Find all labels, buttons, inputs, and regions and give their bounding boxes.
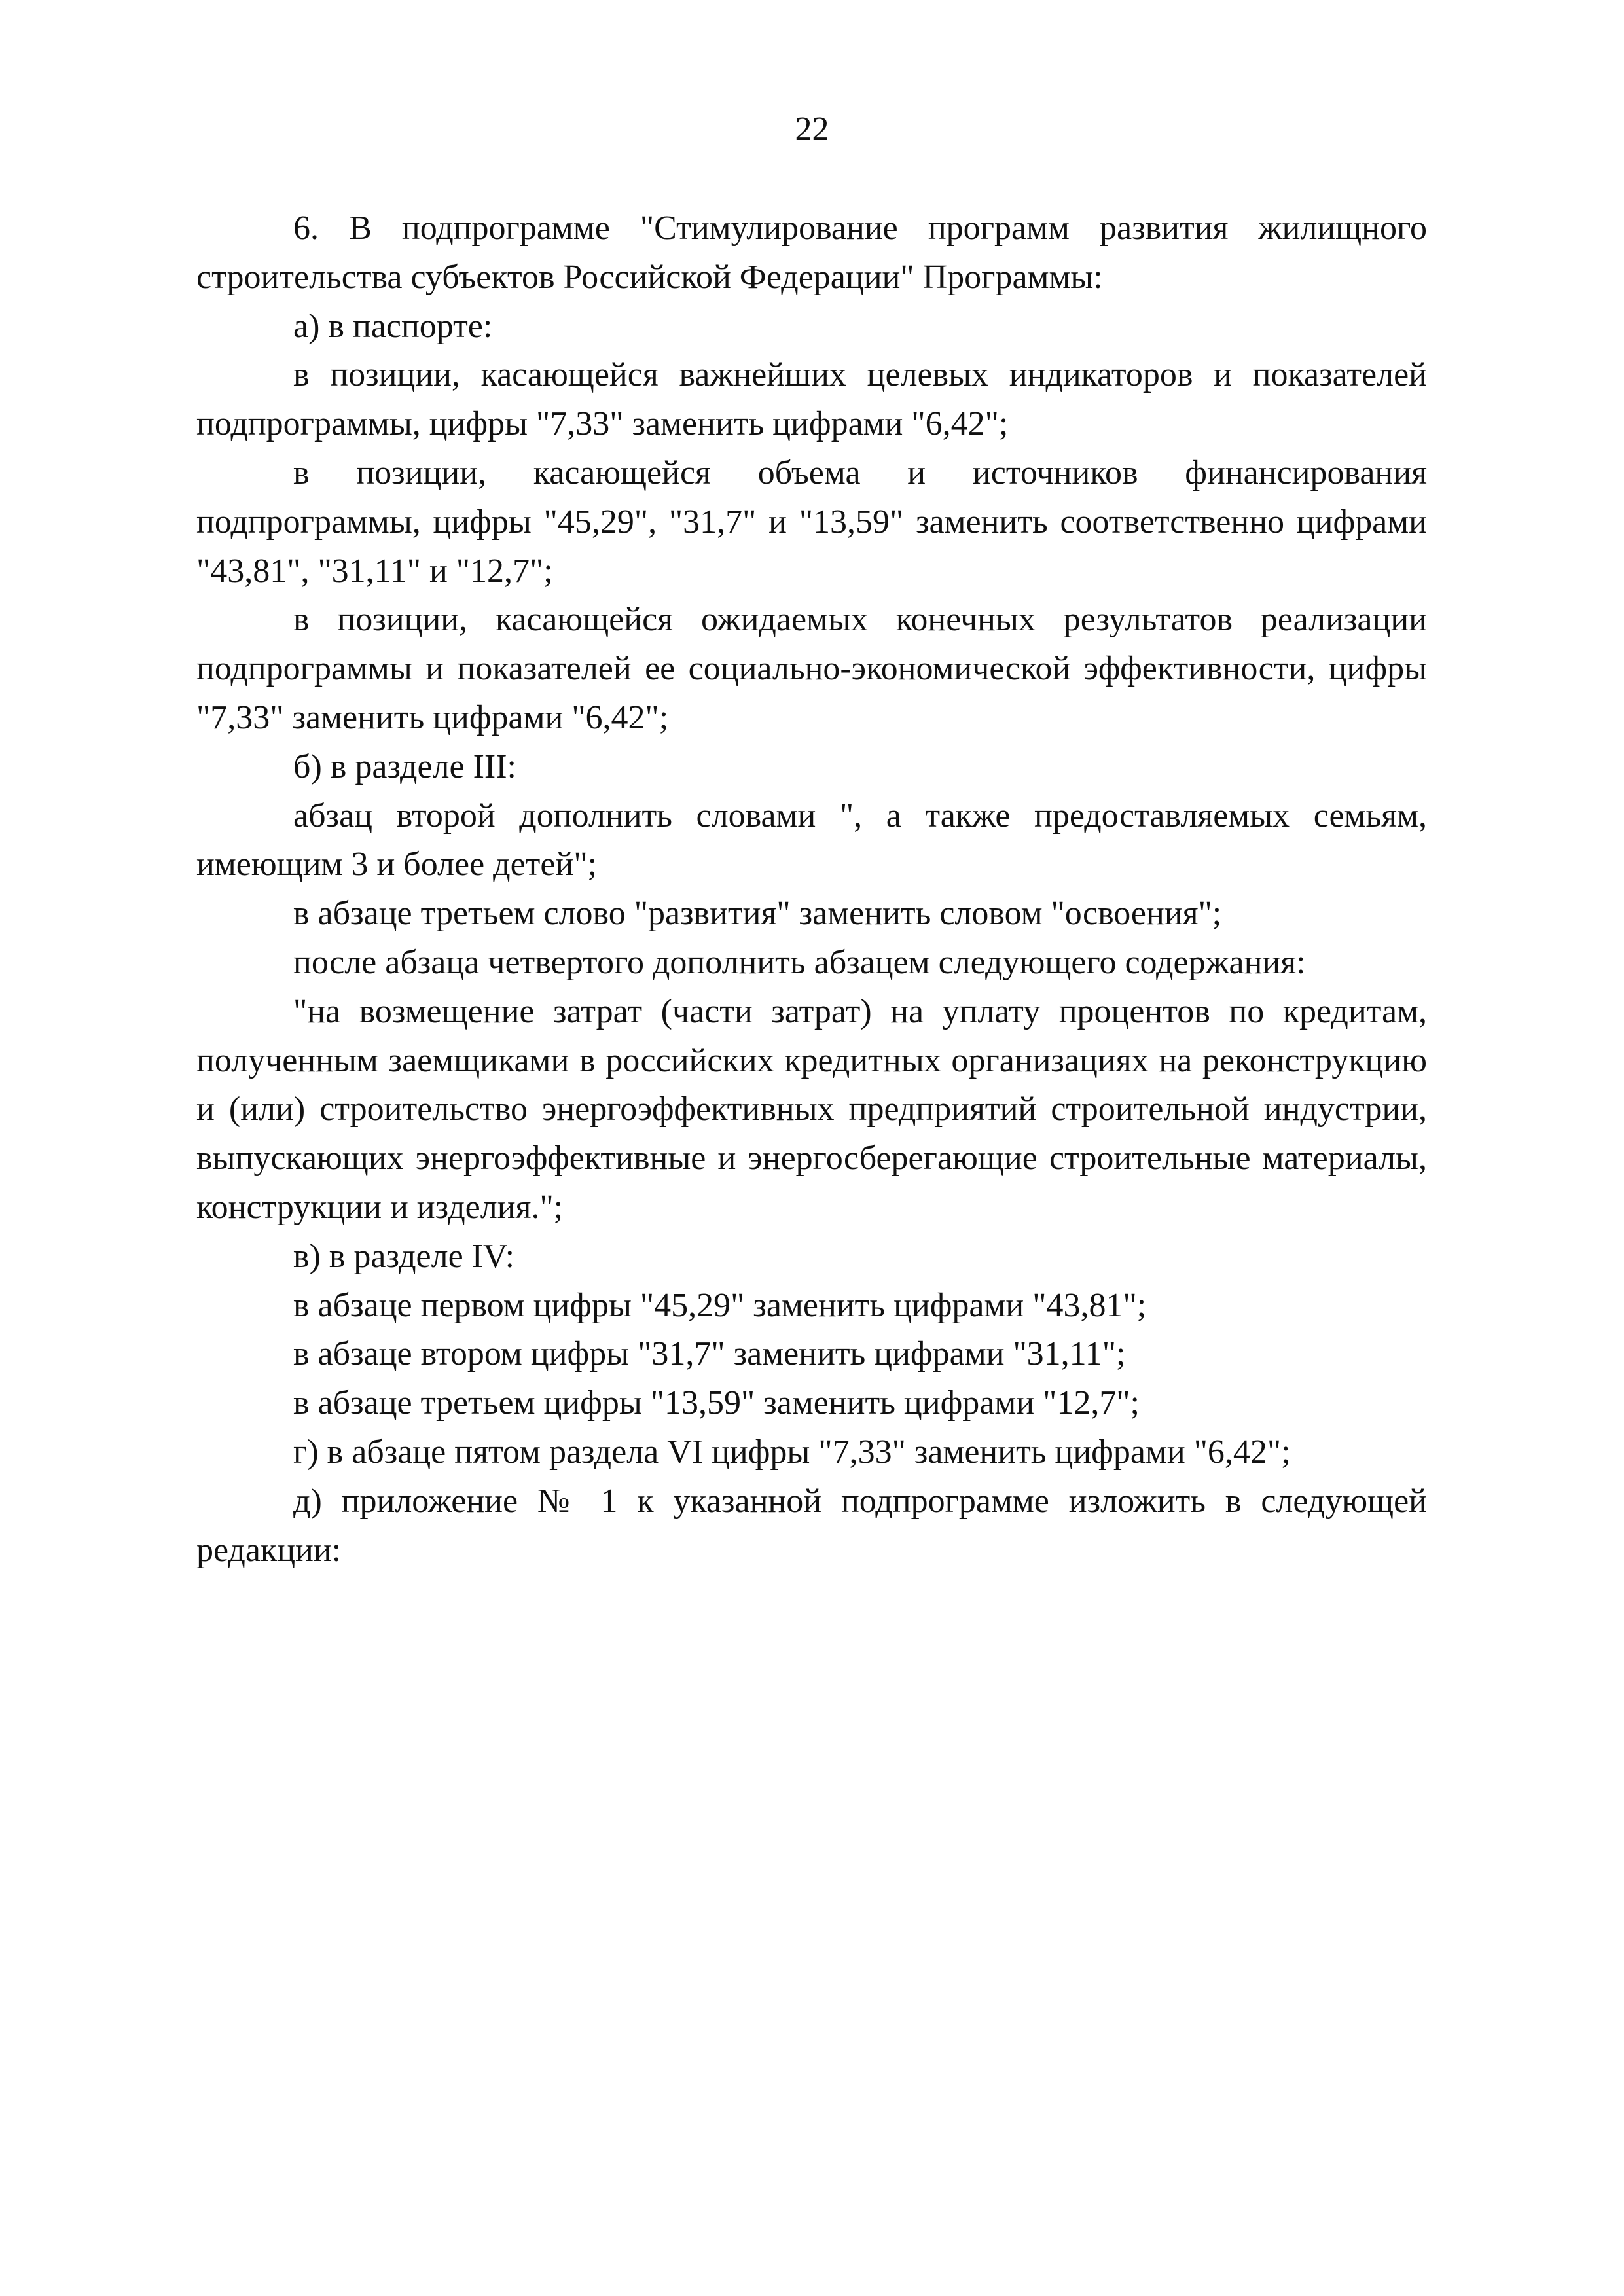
paragraph-subitem-b: б) в разделе III: (293, 747, 516, 785)
paragraph-after-fourth: после абзаца четвертого дополнить абзацем следующего содержания: (293, 943, 1306, 981)
paragraph-second-abzac: абзац второй дополнить словами ", а также предоставляемых семьям, имеющим 3 и более детей"; (196, 797, 1427, 884)
paragraph-iv-second: в абзаце втором цифры "31,7" заменить цифрами "31,11"; (293, 1335, 1126, 1373)
paragraph-subitem-v: в) в разделе IV: (293, 1237, 515, 1275)
paragraph-subitem-a: а) в паспорте: (293, 307, 493, 345)
paragraph-quoted-text: "на возмещение затрат (части затрат) на уплату процентов по кредитам, полученным заемщиками в российских кредитных организациях на реконструкцию и (или) строительство энергоэффективных предприятий строительной индустрии, выпускающих энергоэффективные и энергосберегающие строительные материалы, конструкции и изделия."; (196, 992, 1427, 1226)
paragraph-iv-first: в абзаце первом цифры "45,29" заменить цифрами "43,81"; (293, 1286, 1147, 1324)
paragraph-subitem-d: д) приложение № 1 к указанной подпрограмме изложить в следующей редакции: (196, 1482, 1427, 1569)
document-body (196, 204, 1427, 1575)
page-number: 22 (795, 111, 829, 148)
paragraph-financing: в позиции, касающейся объема и источников финансирования подпрограммы, цифры "45,29", "31,7" и "13,59" заменить соответственно цифрами "43,81", "31,11" и "12,7"; (196, 454, 1427, 590)
paragraph-subitem-g: г) в абзаце пятом раздела VI цифры "7,33" заменить цифрами "6,42"; (293, 1433, 1291, 1471)
paragraph-expected-results: в позиции, касающейся ожидаемых конечных результатов реализации подпрограммы и показателей ее социально-экономической эффективности, цифры "7,33" заменить цифрами "6,42"; (196, 601, 1427, 736)
paragraph-item-6-heading: 6. В подпрограмме "Стимулирование программ развития жилищного строительства субъектов Российской Федерации" Программы: (196, 209, 1427, 296)
paragraph-third-abzac: в абзаце третьем слово "развития" заменить словом "освоения"; (293, 895, 1222, 933)
paragraph-iv-third: в абзаце третьем цифры "13,59" заменить цифрами "12,7"; (293, 1384, 1140, 1422)
paragraph-indicators: в позиции, касающейся важнейших целевых индикаторов и показателей подпрограммы, цифры "7,33" заменить цифрами "6,42"; (196, 356, 1427, 443)
